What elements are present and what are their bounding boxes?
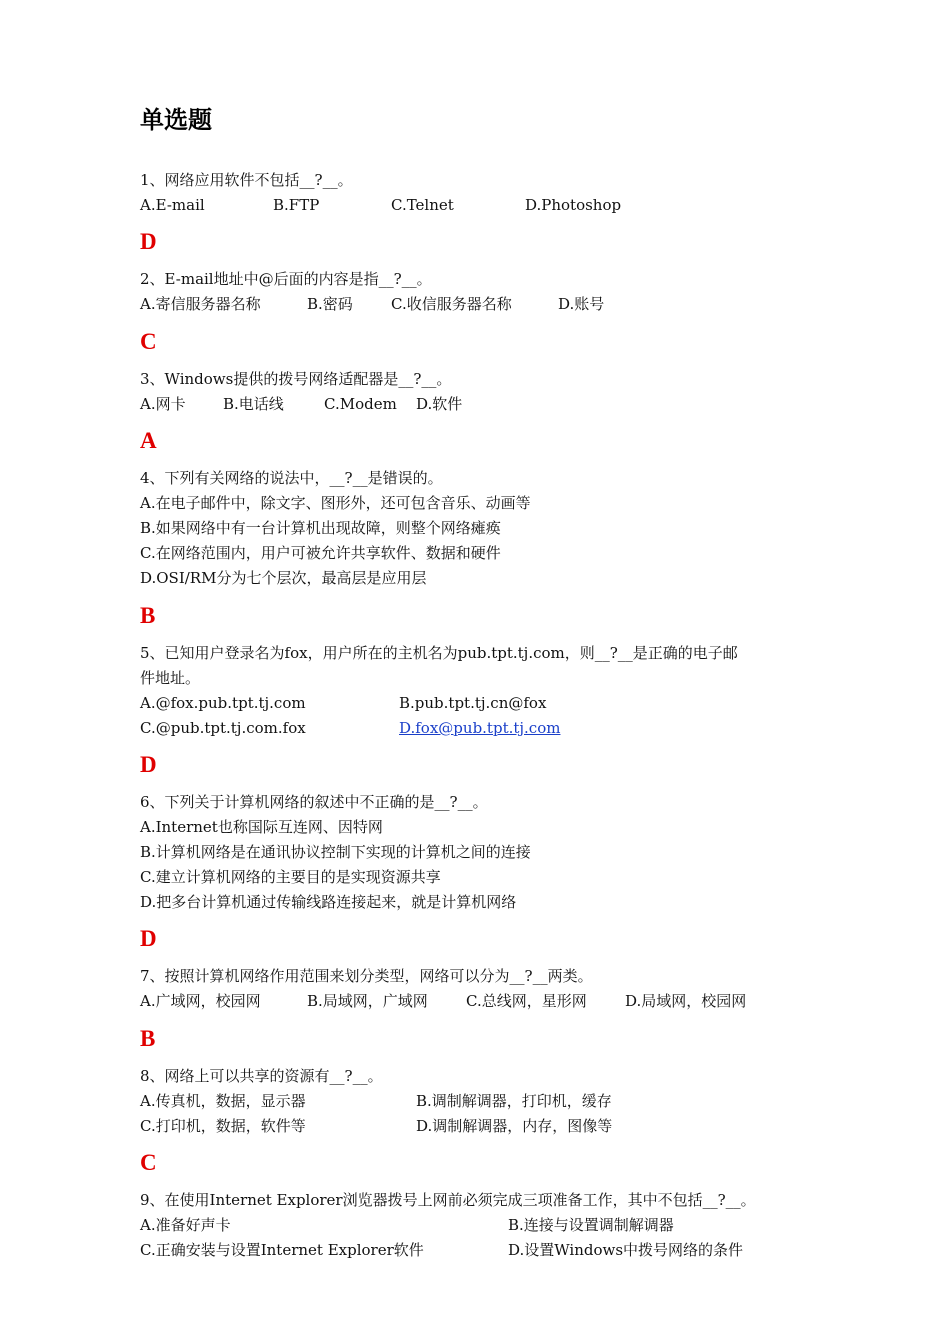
- question-6-option-d: D.把多台计算机通过传输线路连接起来，就是计算机网络: [140, 893, 517, 911]
- question-3-option-b: B.电话线: [223, 395, 284, 413]
- question-8-answer: C: [140, 1150, 157, 1175]
- question-5-option-c: C.@pub.tpt.tj.com.fox: [140, 719, 306, 737]
- question-7-option-a: A.广域网，校园网: [140, 992, 261, 1010]
- question-2-option-b: B.密码: [307, 295, 353, 313]
- question-4-answer: B: [140, 603, 156, 628]
- question-7-stem: 7、按照计算机网络作用范围来划分类型，网络可以分为__?__两类。: [140, 967, 593, 985]
- question-7-option-d: D.局域网，校园网: [625, 992, 747, 1010]
- question-7-answer: B: [140, 1026, 156, 1051]
- question-4-option-b: B.如果网络中有一台计算机出现故障，则整个网络瘫痪: [140, 519, 501, 537]
- question-5-option-d-email-link[interactable]: D.fox@pub.tpt.tj.com: [399, 719, 561, 737]
- question-3-option-a: A.网卡: [140, 395, 186, 413]
- question-4-option-a: A.在电子邮件中，除文字、图形外，还可包含音乐、动画等: [140, 494, 531, 512]
- question-2-option-c: C.收信服务器名称: [391, 295, 512, 313]
- question-5-stem-line2: 件地址。: [140, 669, 201, 687]
- question-2-option-d: D.账号: [558, 295, 605, 313]
- question-1-stem: 1、网络应用软件不包括__?__。: [140, 171, 353, 189]
- question-2-stem: 2、E-mail地址中@后面的内容是指__?__。: [140, 270, 432, 288]
- question-9-option-a: A.准备好声卡: [140, 1216, 231, 1234]
- question-4-option-c: C.在网络范围内，用户可被允许共享软件、数据和硬件: [140, 544, 501, 562]
- question-6-option-a: A.Internet也称国际互连网、因特网: [140, 818, 383, 836]
- question-8-option-c: C.打印机，数据，软件等: [140, 1117, 306, 1135]
- question-4-stem: 4、下列有关网络的说法中，__?__是错误的。: [140, 469, 443, 487]
- question-6-answer: D: [140, 926, 157, 951]
- question-1-option-b: B.FTP: [273, 196, 320, 214]
- page-title: 单选题: [140, 106, 212, 134]
- question-1-option-a: A.E-mail: [140, 196, 205, 214]
- question-1-option-d: D.Photoshop: [525, 196, 622, 214]
- question-7-option-b: B.局域网，广域网: [307, 992, 428, 1010]
- question-9-stem: 9、在使用Internet Explorer浏览器拨号上网前必须完成三项准备工作，其中不包括__?__。: [140, 1191, 756, 1209]
- question-1-option-c: C.Telnet: [391, 196, 454, 214]
- question-8-option-d: D.调制解调器，内存，图像等: [416, 1117, 613, 1135]
- question-8-stem: 8、网络上可以共享的资源有__?__。: [140, 1067, 383, 1085]
- question-9-option-d: D.设置Windows中拨号网络的条件: [508, 1241, 744, 1259]
- question-3-option-d: D.软件: [416, 395, 463, 413]
- question-8-option-b: B.调制解调器，打印机，缓存: [416, 1092, 612, 1110]
- question-1-answer: D: [140, 229, 157, 254]
- question-5-option-a: A.@fox.pub.tpt.tj.com: [140, 694, 306, 712]
- question-3-stem: 3、Windows提供的拨号网络适配器是__?__。: [140, 370, 452, 388]
- question-5-option-b: B.pub.tpt.tj.cn@fox: [399, 694, 547, 712]
- question-9-option-c: C.正确安装与设置Internet Explorer软件: [140, 1241, 424, 1259]
- question-6-option-c: C.建立计算机网络的主要目的是实现资源共享: [140, 868, 441, 886]
- question-7-option-c: C.总线网，星形网: [466, 992, 587, 1010]
- question-5-answer: D: [140, 752, 157, 777]
- question-6-option-b: B.计算机网络是在通讯协议控制下实现的计算机之间的连接: [140, 843, 531, 861]
- question-3-option-c: C.Modem: [324, 395, 397, 413]
- question-6-stem: 6、下列关于计算机网络的叙述中不正确的是__?__。: [140, 793, 488, 811]
- question-2-option-a: A.寄信服务器名称: [140, 295, 261, 313]
- question-9-option-b: B.连接与设置调制解调器: [508, 1216, 674, 1234]
- question-2-answer: C: [140, 329, 157, 354]
- question-5-stem-line1: 5、已知用户登录名为fox，用户所在的主机名为pub.tpt.tj.com，则__?__是正确的电子邮: [140, 644, 738, 662]
- question-8-option-a: A.传真机，数据，显示器: [140, 1092, 306, 1110]
- question-4-option-d: D.OSI/RM分为七个层次，最高层是应用层: [140, 569, 427, 587]
- question-3-answer: A: [140, 428, 157, 453]
